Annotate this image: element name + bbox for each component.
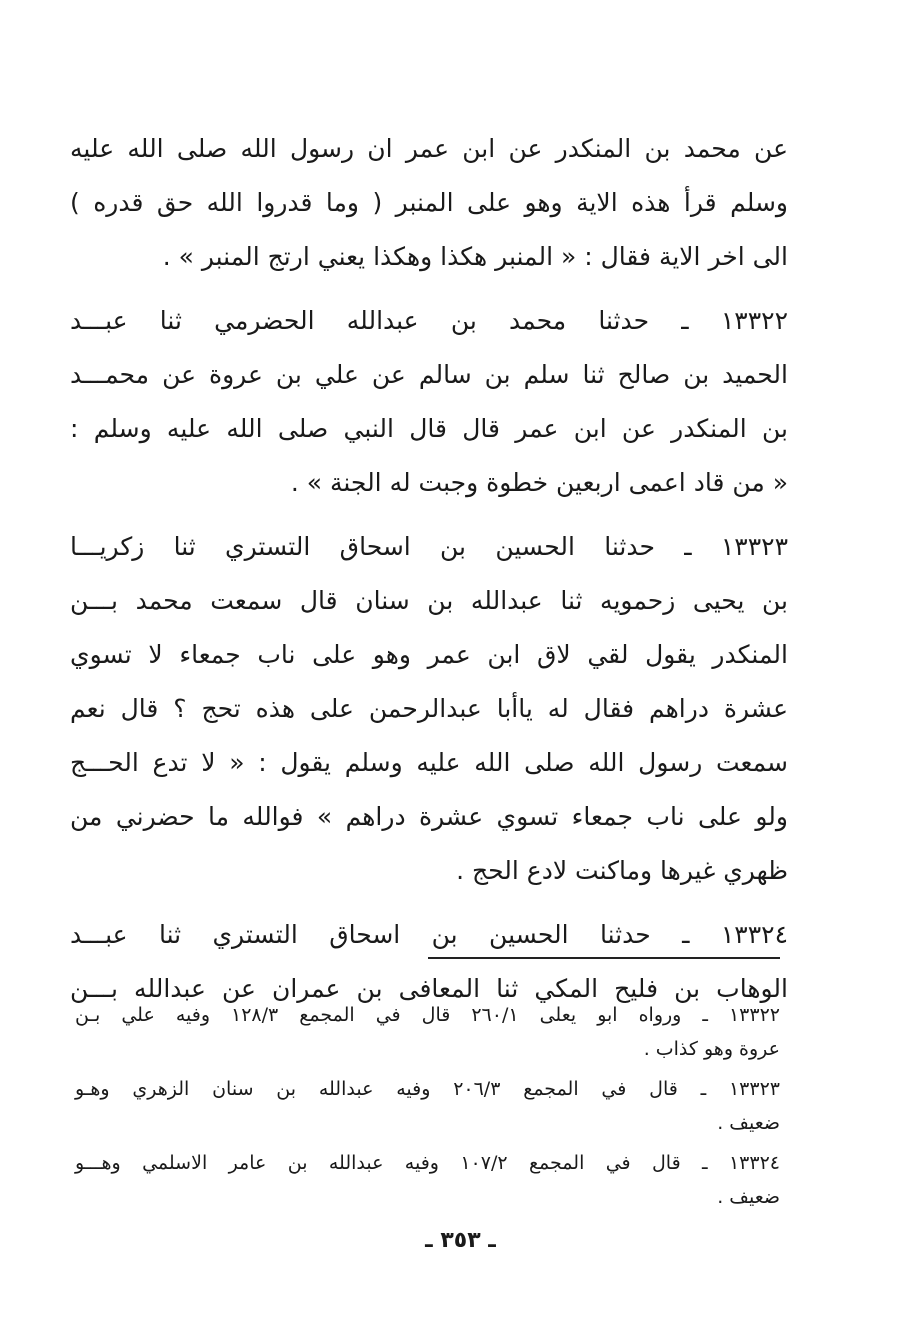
text-line: ١٣٣٢٣ ـ حدثنا الحسين بن اسحاق التستري ثنا زكريـــا bbox=[70, 532, 788, 561]
text-line: الوهاب بن فليح المكي ثنا المعافى بن عمران عن عبدالله بـــن bbox=[70, 974, 788, 1003]
footnotes bbox=[75, 998, 780, 1220]
text-line: بن يحيى زحمويه ثنا عبدالله بن سنان قال سمعت محمد بـــن bbox=[70, 586, 788, 615]
text-line: ١٣٣٢٢ ـ حدثنا محمد بن عبدالله الحضرمي ثنا عبـــد bbox=[70, 306, 788, 335]
text-line: سمعت رسول الله صلى الله عليه وسلم يقول : « لا تدع الحـــج bbox=[70, 748, 788, 777]
footnote-line: ١٣٣٢٤ ـ قال في المجمع ١٠٧/٢ وفيه عبدالله بن عامر الاسلمي وهـــو bbox=[75, 1152, 780, 1174]
footnote-line: ضعيف . bbox=[717, 1112, 780, 1134]
hadith-13322 bbox=[70, 294, 788, 510]
main-text bbox=[70, 122, 788, 1016]
text-line: وسلم قرأ هذه الاية وهو على المنبر ( وما قدروا الله حق قدره ) bbox=[70, 188, 788, 217]
footnote-divider bbox=[428, 957, 780, 959]
footnote-13322 bbox=[75, 998, 780, 1066]
footnote-line: ١٣٣٢٢ ـ ورواه ابو يعلى ٢٦٠/١ قال في المجمع ١٢٨/٣ وفيه علي بـن bbox=[75, 1004, 780, 1026]
text-line: عشرة دراهم فقال له ياأبا عبدالرحمن على هذه تحج ؟ قال نعم bbox=[70, 694, 788, 723]
footnote-13324 bbox=[75, 1146, 780, 1214]
text-line: ولو على ناب جمعاء تسوي عشرة دراهم » فوالله ما حضرني من bbox=[70, 802, 788, 831]
text-line: ظهري غيرها وماكنت لادع الحج . bbox=[456, 856, 788, 885]
footnote-line: ١٣٣٢٣ ـ قال في المجمع ٢٠٦/٣ وفيه عبدالله بن سنان الزهري وهـو bbox=[75, 1078, 780, 1100]
text-line: الحميد بن صالح ثنا سلم بن سالم عن علي بن عروة عن محمـــد bbox=[70, 360, 788, 389]
footnote-line: ضعيف . bbox=[717, 1186, 780, 1208]
paragraph-continuation bbox=[70, 122, 788, 284]
footnote-13323 bbox=[75, 1072, 780, 1140]
text-line: المنكدر يقول لقي لاق ابن عمر وهو على ناب جمعاء لا تسوي bbox=[70, 640, 788, 669]
text-line: ١٣٣٢٤ ـ حدثنا الحسين بن اسحاق التستري ثنا عبـــد bbox=[70, 920, 788, 949]
hadith-13323 bbox=[70, 520, 788, 898]
text-line: الى اخر الاية فقال : « المنبر هكذا وهكذا يعني ارتج المنبر » . bbox=[162, 242, 788, 271]
text-line: عن محمد بن المنكدر عن ابن عمر ان رسول الله صلى الله عليه bbox=[70, 134, 788, 163]
page-number: ـ ٣٥٣ ـ bbox=[425, 1228, 496, 1253]
text-line: بن المنكدر عن ابن عمر قال قال النبي صلى الله عليه وسلم : bbox=[70, 414, 788, 443]
footnote-line: عروة وهو كذاب . bbox=[643, 1038, 780, 1060]
text-line: « من قاد اعمى اربعين خطوة وجبت له الجنة » . bbox=[290, 468, 788, 497]
